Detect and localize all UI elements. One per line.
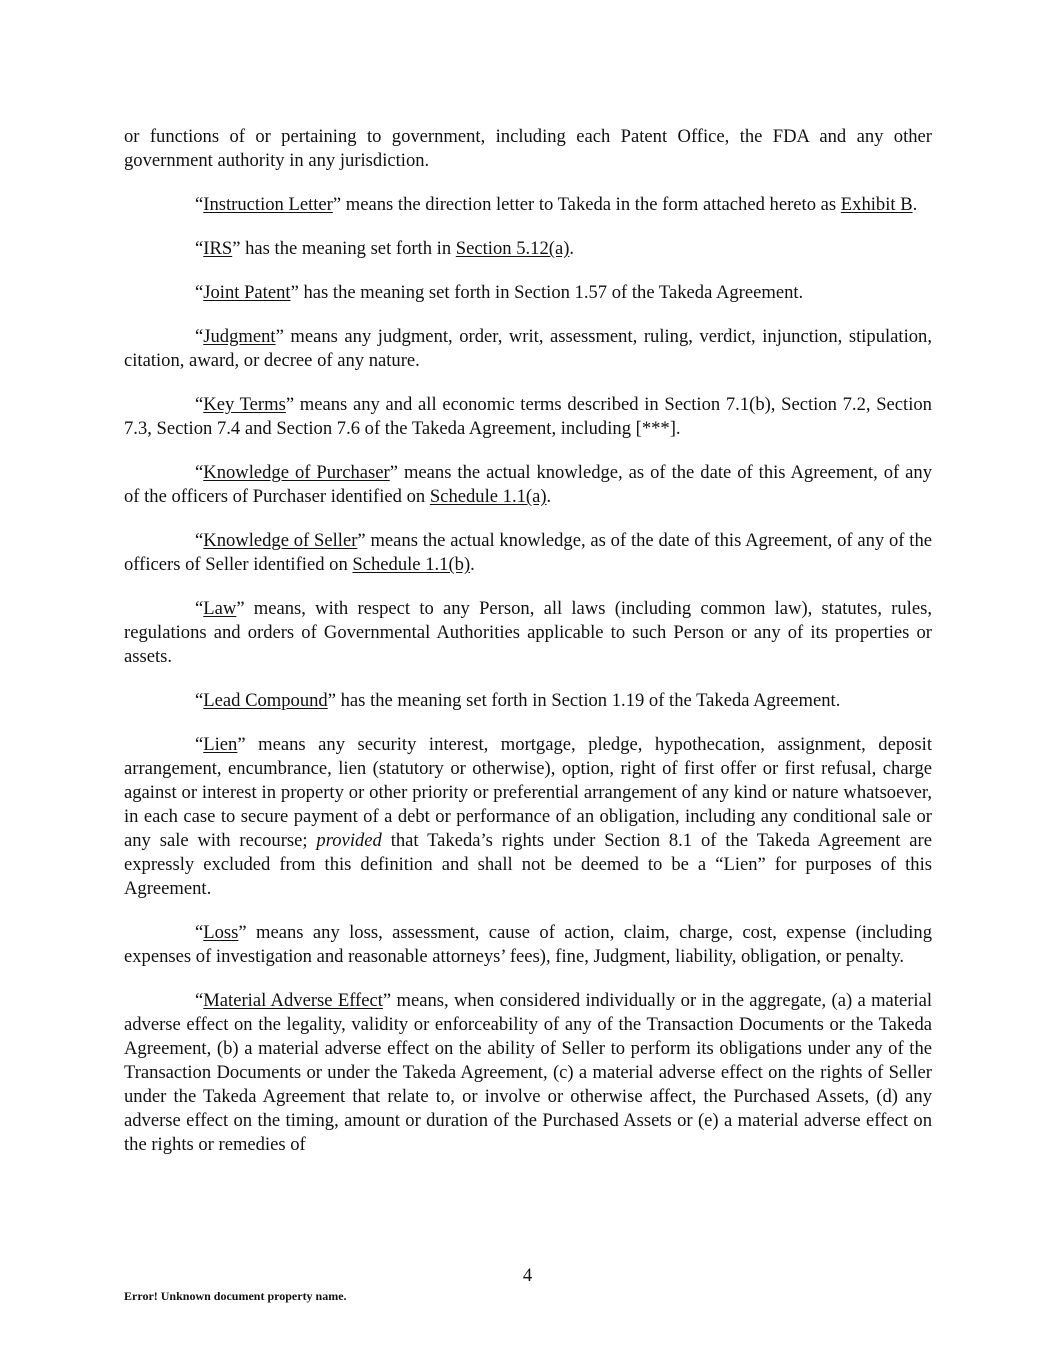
definition-lead-compound: “Lead Compound” has the meaning set forth in Section 1.19 of the Takeda Agreement. <box>195 690 841 711</box>
defined-term: Material Adverse Effect <box>203 990 383 1011</box>
cross-reference: Schedule 1.1(a) <box>429 486 547 507</box>
defined-term: Judgment <box>203 326 276 347</box>
definition-loss: “Loss” means any loss, assessment, cause of action, claim, charge, cost, expense (including expenses of investigation and reasonable attorneys’ fees), fine, Judgment, liability, obligation, or penalty. <box>124 922 932 967</box>
cross-reference: Exhibit B <box>840 194 913 215</box>
defined-term: Knowledge of Seller <box>203 530 358 551</box>
paragraph-continuation <box>124 125 932 173</box>
definition-knowledge-of-seller: “Knowledge of Seller” means the actual knowledge, as of the date of this Agreement, of any of the officers of Seller identified on Schedule 1.1(b). <box>124 530 932 575</box>
defined-term: Loss <box>203 922 239 943</box>
defined-term: Knowledge of Purchaser <box>203 462 390 483</box>
definition-irs: “IRS” has the meaning set forth in Section 5.12(a). <box>195 238 575 259</box>
defined-term: IRS <box>203 238 233 259</box>
page-number: 4 <box>522 1265 533 1286</box>
cross-reference: Schedule 1.1(b) <box>352 554 471 575</box>
definition-judgment: “Judgment” means any judgment, order, writ, assessment, ruling, verdict, injunction, stipulation, citation, award, or decree of any nature. <box>124 326 932 371</box>
defined-term: Instruction Letter <box>203 194 333 215</box>
definition-law: “Law” means, with respect to any Person, all laws (including common law), statutes, rules, regulations and orders of Governmental Authorities applicable to such Person or any of its properties or assets. <box>124 598 932 667</box>
definition-knowledge-of-purchaser: “Knowledge of Purchaser” means the actual knowledge, as of the date of this Agreement, of any of the officers of Purchaser identified on Schedule 1.1(a). <box>124 462 932 507</box>
paragraph-text: or functions of or pertaining to government, including each Patent Office, the FDA and any other government authority in any jurisdiction. <box>124 126 932 171</box>
definition-instruction-letter: “Instruction Letter” means the direction letter to Takeda in the form attached hereto as Exhibit B. <box>195 194 918 215</box>
defined-term: Key Terms <box>203 394 286 415</box>
document-body <box>124 125 932 1177</box>
defined-term: Law <box>203 598 237 619</box>
emphasis-provided: provided <box>316 830 382 851</box>
defined-term: Lien <box>203 734 238 755</box>
definition-joint-patent: “Joint Patent” has the meaning set forth in Section 1.57 of the Takeda Agreement. <box>195 282 804 303</box>
defined-term: Joint Patent <box>203 282 291 303</box>
cross-reference: Section 5.12(a) <box>455 238 570 259</box>
definition-lien: “Lien” means any security interest, mortgage, pledge, hypothecation, assignment, deposit arrangement, encumbrance, lien (statutory or otherwise), option, right of first offer or first refusal, charge against or interest in property or other priority or preferential arrangement of any kind or nature whatsoever, in each case to secure payment of a debt or performance of an obligation, including any conditional sale or any sale with recourse; provided that Takeda’s rights under Section 8.1 of the Takeda Agreement are expressly excluded from this definition and shall not be deemed to be a “Lien” for purposes of this Agreement. <box>124 734 932 899</box>
defined-term: Lead Compound <box>203 690 328 711</box>
footer-error-text: Error! Unknown document property name. <box>124 1289 347 1303</box>
definition-material-adverse-effect: “Material Adverse Effect” means, when considered individually or in the aggregate, (a) a material adverse effect on the legality, validity or enforceability of any of the Transaction Documents or the Takeda Agreement, (b) a material adverse effect on the ability of Seller to perform its obligations under any of the Transaction Documents or under the Takeda Agreement, (c) a material adverse effect on the rights of Seller under the Takeda Agreement that relate to, or involve or otherwise affect, the Purchased Assets, (d) any adverse effect on the timing, amount or duration of the Purchased Assets or (e) a material adverse effect on the rights or remedies of <box>124 990 932 1155</box>
definition-key-terms: “Key Terms” means any and all economic terms described in Section 7.1(b), Section 7.2, Section 7.3, Section 7.4 and Section 7.6 of the Takeda Agreement, including [***]. <box>124 394 932 439</box>
